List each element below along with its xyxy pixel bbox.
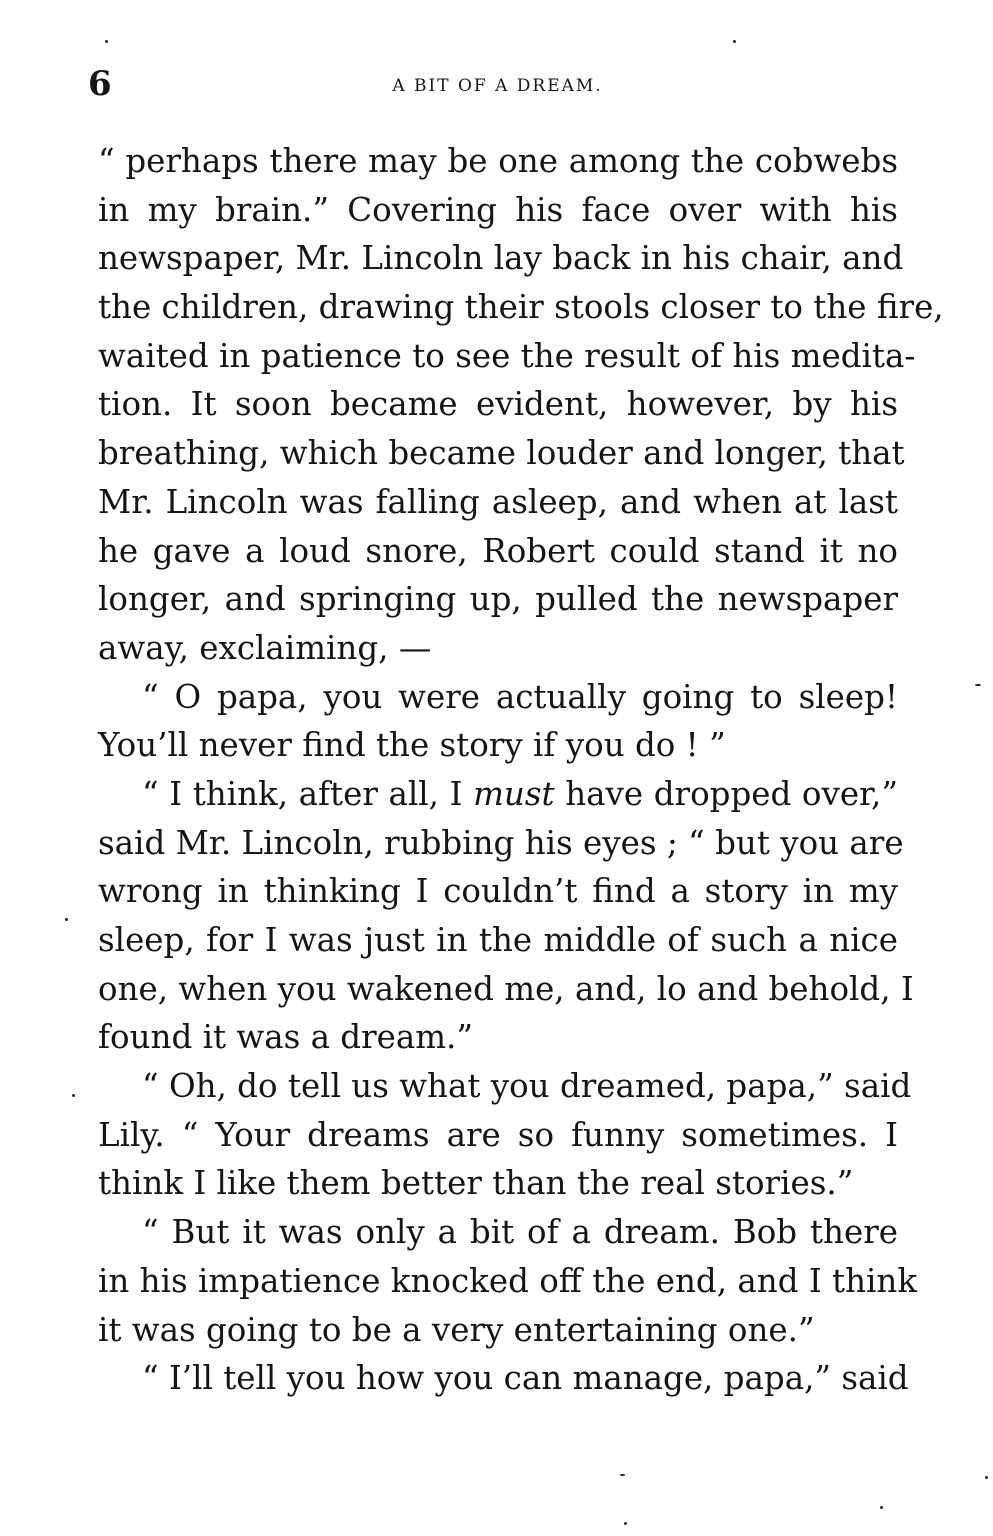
text-segment: “ I think, after all, I	[142, 774, 463, 813]
body-text	[98, 137, 944, 1403]
text-line: one, when you wakened me, and, lo and behold, I	[98, 969, 914, 1008]
text-line: “ I’ll tell you how you can manage, papa,” said	[142, 1359, 909, 1398]
scan-speck	[880, 1506, 883, 1509]
text-line: “ perhaps there may be one among the cobwebs	[98, 142, 898, 180]
scan-speck	[624, 1522, 627, 1525]
text-line: found it was a dream.”	[98, 1018, 474, 1057]
text-line: think I like them better than the real stories.”	[98, 1164, 854, 1203]
scan-speck	[72, 1094, 75, 1097]
text-line: You’ll never find the story if you do ! ”	[98, 726, 726, 765]
text-line: “ Oh, do tell us what you dreamed, papa,” said	[142, 1067, 912, 1106]
text-line: longer, and springing up, pulled the newspaper	[98, 580, 898, 619]
text-line	[98, 770, 898, 819]
text-line: “ But it was only a bit of a dream. Bob there	[142, 1213, 898, 1252]
text-line: breathing, which became louder and longer, that	[98, 434, 905, 473]
text-line: wrong in thinking I couldn’t find a story in my	[98, 872, 898, 911]
text-line: in his impatience knocked off the end, and I think	[98, 1261, 918, 1300]
scan-speck	[65, 918, 68, 921]
text-line: Lily. “ Your dreams are so funny sometimes. I	[98, 1115, 898, 1154]
scan-speck	[620, 1474, 625, 1476]
text-line: the children, drawing their stools closer to the fire,	[98, 288, 944, 327]
text-line: waited in patience to see the result of his medita-	[98, 336, 916, 375]
text-line: Mr. Lincoln was falling asleep, and when at last	[98, 482, 898, 521]
text-line: away, exclaiming, —	[98, 628, 432, 667]
text-line: in my brain.” Covering his face over with his	[98, 190, 898, 229]
running-title: A BIT OF A DREAM.	[392, 76, 603, 96]
page-number: 6	[88, 64, 112, 104]
text-line: he gave a loud snore, Robert could stand it no	[98, 531, 898, 570]
text-line: “ O papa, you were actually going to sleep!	[142, 677, 898, 716]
scan-speck	[985, 1476, 988, 1479]
text-line: newspaper, Mr. Lincoln lay back in his chair, and	[98, 239, 904, 278]
text-segment: have dropped over,”	[554, 774, 898, 813]
text-line: sleep, for I was just in the middle of such a nice	[98, 921, 898, 959]
scan-speck	[733, 40, 736, 43]
scan-speck	[975, 684, 981, 686]
scan-speck	[105, 40, 108, 43]
text-line: it was going to be a very entertaining one.”	[98, 1310, 815, 1349]
text-line: said Mr. Lincoln, rubbing his eyes ; “ but you are	[98, 823, 904, 862]
italic-word: must	[473, 774, 555, 813]
text-line: tion. It soon became evident, however, by his	[98, 385, 898, 424]
